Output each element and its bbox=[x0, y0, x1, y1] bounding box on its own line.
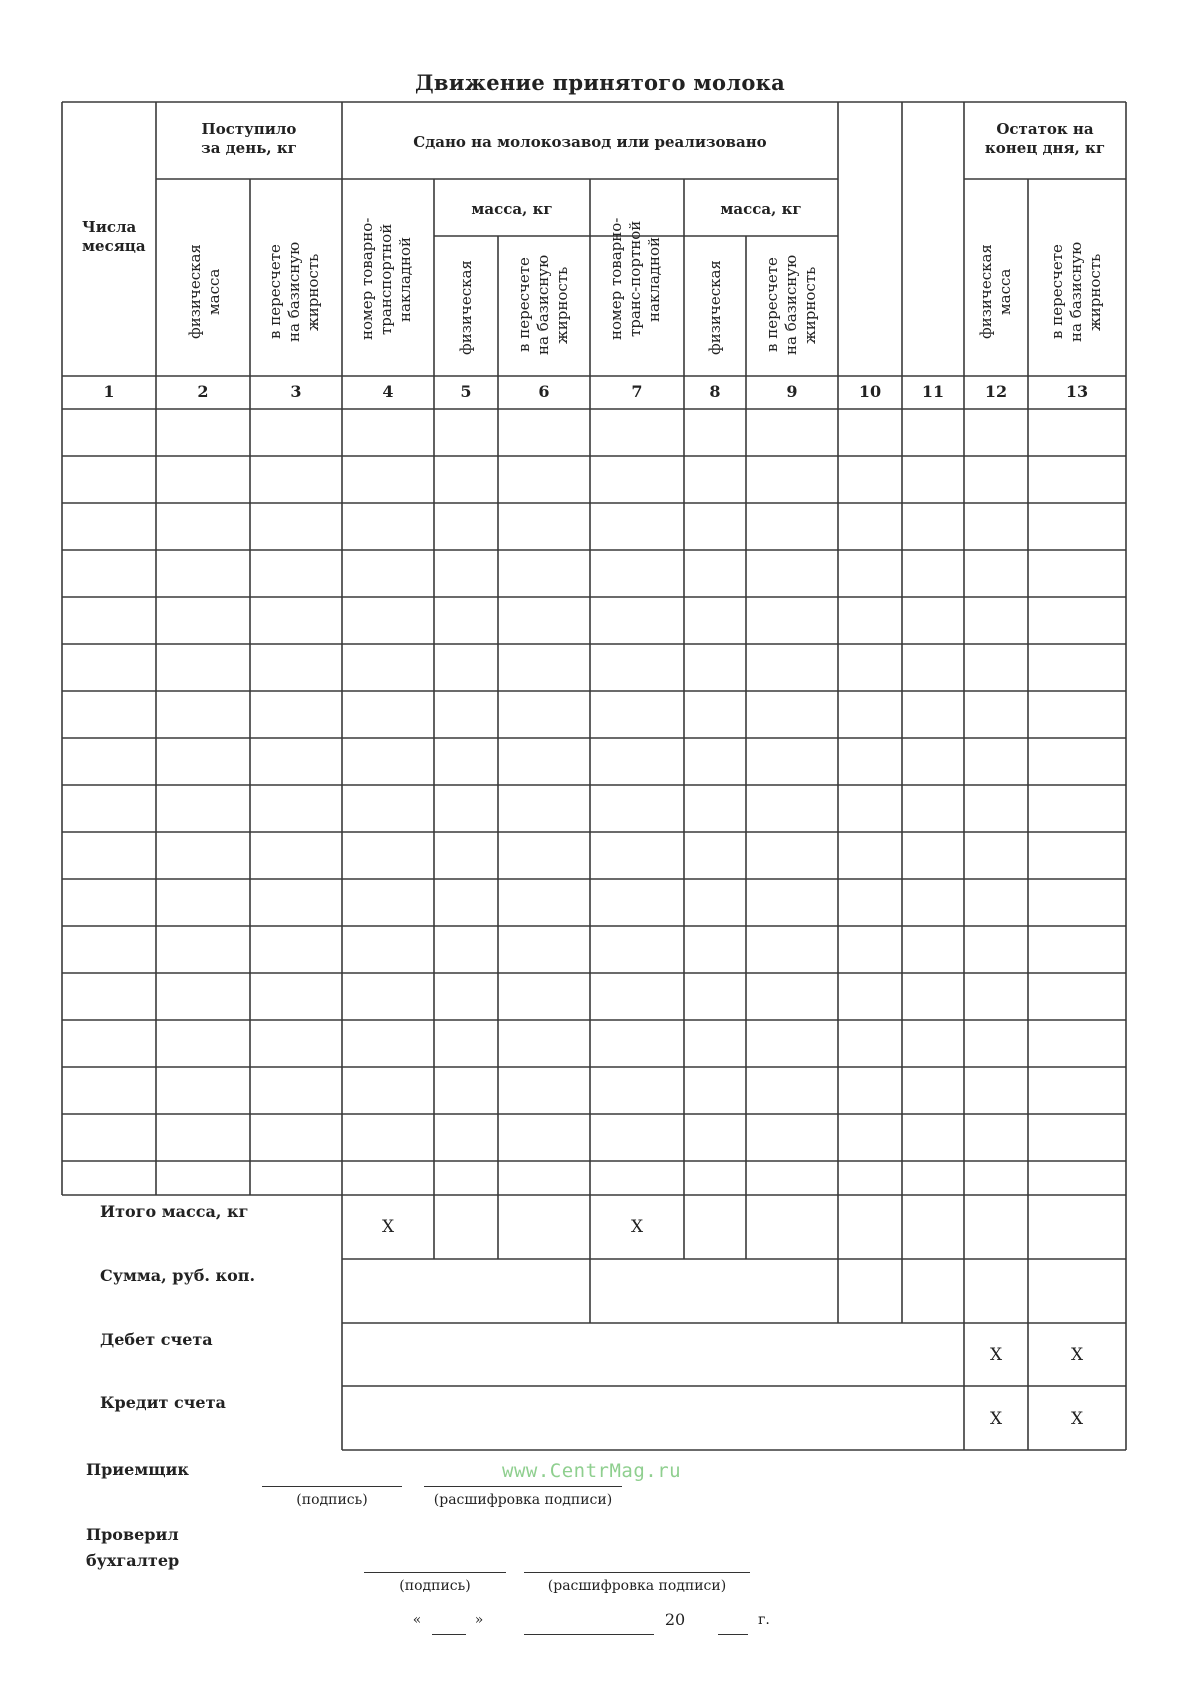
column-number: 12 bbox=[984, 382, 1008, 401]
header-received: Поступило за день, кг bbox=[201, 120, 297, 157]
credit-label: Кредит счета bbox=[100, 1393, 226, 1412]
x-mark: X bbox=[1070, 1345, 1084, 1365]
column-number: 13 bbox=[1065, 382, 1089, 401]
date-quote-open: « bbox=[412, 1612, 422, 1628]
header-waybill-number: номер товарно- транспортной накладной bbox=[358, 217, 414, 341]
column-number: 11 bbox=[921, 382, 945, 401]
header-days: Числа месяца bbox=[82, 218, 146, 255]
header-remainder: Остаток на конец дня, кг bbox=[984, 120, 1106, 157]
header-basic-fat-recalc: в пересчете на базисную жирность bbox=[1048, 241, 1104, 343]
column-number: 2 bbox=[197, 382, 209, 401]
x-mark: X bbox=[989, 1409, 1003, 1429]
x-mark: X bbox=[1070, 1409, 1084, 1429]
column-number: 6 bbox=[538, 382, 550, 401]
header-physical: физическая bbox=[457, 260, 475, 356]
header-physical: физическая bbox=[706, 260, 724, 356]
column-number: 10 bbox=[858, 382, 882, 401]
header-mass-kg: масса, кг bbox=[471, 200, 553, 218]
date-quote-close: » bbox=[474, 1612, 484, 1628]
header-basic-fat-recalc: в пересчете на базисную жирность bbox=[763, 254, 819, 356]
date-day-line bbox=[432, 1634, 466, 1635]
column-number: 9 bbox=[786, 382, 798, 401]
form-title: Движение принятого молока bbox=[414, 70, 786, 95]
signature-decoded-caption: (расшифровка подписи) bbox=[433, 1492, 613, 1508]
sum-label: Сумма, руб. коп. bbox=[100, 1266, 256, 1285]
header-basic-fat-recalc: в пересчете на базисную жирность bbox=[515, 254, 571, 356]
column-number: 1 bbox=[103, 382, 115, 401]
debit-label: Дебет счета bbox=[100, 1330, 213, 1349]
date-year-suffix: г. bbox=[758, 1612, 770, 1628]
x-mark: X bbox=[381, 1217, 395, 1237]
accountant-decoded-line bbox=[524, 1572, 750, 1573]
header-mass-kg: масса, кг bbox=[720, 200, 802, 218]
x-mark: X bbox=[989, 1345, 1003, 1365]
column-number: 5 bbox=[460, 382, 472, 401]
accountant-signature-line bbox=[364, 1572, 506, 1573]
column-number: 7 bbox=[631, 382, 643, 401]
date-month-line bbox=[524, 1634, 654, 1635]
receiver-decoded-line bbox=[424, 1486, 622, 1487]
signature-decoded-caption: (расшифровка подписи) bbox=[547, 1578, 727, 1594]
column-number: 3 bbox=[290, 382, 302, 401]
header-waybill-number: номер товарно- транс-портной накладной bbox=[607, 217, 663, 341]
checked-by-label: Проверил бухгалтер bbox=[86, 1525, 180, 1570]
receiver-signature-line bbox=[262, 1486, 402, 1487]
total-mass-label: Итого масса, кг bbox=[100, 1202, 249, 1221]
header-delivered: Сдано на молокозавод или реализовано bbox=[413, 133, 767, 151]
header-physical-mass: физическая масса bbox=[186, 244, 223, 340]
date-year-prefix: 20 bbox=[664, 1610, 686, 1629]
signature-caption: (подпись) bbox=[296, 1492, 368, 1508]
date-year-line bbox=[718, 1634, 748, 1635]
signature-caption: (подпись) bbox=[399, 1578, 471, 1594]
receiver-label: Приемщик bbox=[86, 1460, 189, 1479]
column-number: 4 bbox=[382, 382, 394, 401]
watermark: www.CentrMag.ru bbox=[502, 1460, 682, 1482]
column-number: 8 bbox=[709, 382, 721, 401]
header-basic-fat-recalc: в пересчете на базисную жирность bbox=[266, 241, 322, 343]
x-mark: X bbox=[630, 1217, 644, 1237]
header-physical-mass: физическая масса bbox=[977, 244, 1014, 340]
